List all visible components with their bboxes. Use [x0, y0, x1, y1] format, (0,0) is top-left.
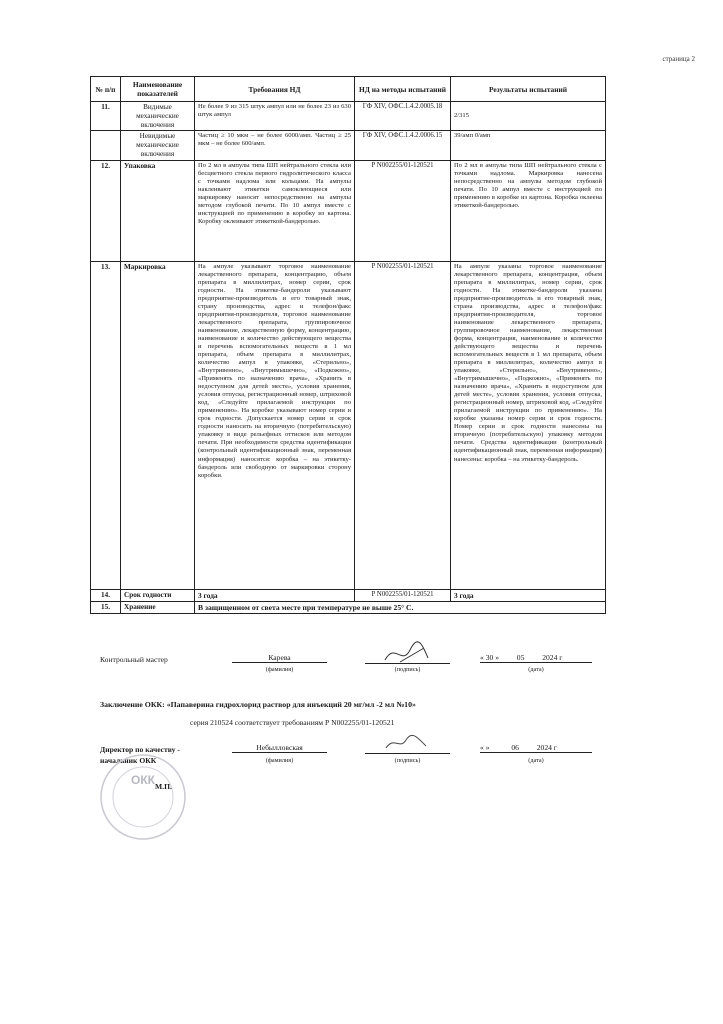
master-date-day: « 30 » — [480, 653, 499, 662]
conclusion-line2: серия 210524 соответствует требованиям Р N002255/01-120521 — [190, 718, 395, 727]
table-header-row — [91, 77, 606, 102]
master-surname-caption: (фамилия) — [265, 666, 294, 673]
row-num: 13. — [91, 261, 121, 589]
company-stamp — [98, 752, 188, 842]
row-num: 12. — [91, 160, 121, 261]
master-date-caption: (дата) — [528, 666, 544, 673]
master-signature-caption: (подпись) — [394, 666, 421, 673]
director-date-caption: (дата) — [528, 757, 544, 764]
director-date-day: « » — [480, 743, 490, 752]
master-date — [480, 653, 592, 663]
header-test-methods: НД на методы испытаний — [355, 77, 451, 102]
table-row — [91, 160, 606, 261]
row-test-method: Р N002255/01-120521 — [355, 261, 451, 589]
director-date-month: 06 — [511, 743, 519, 752]
director-signature-caption: (подпись) — [394, 757, 421, 764]
row-name: Видимые механические включения — [121, 102, 195, 131]
row-result: 2/315 — [451, 102, 606, 131]
stamp-place-label: М.П. — [155, 782, 172, 791]
row-result: По 2 мл в ампулы типа ШП нейтрального стекла с точками надлома. Маркировка нанесена непосредственно на ампулы методом глубокой печати. По 10 ампул вместе с инструкцией по применению в коробке из картона. Коробка оклеена этикеткой-бандеролью. — [451, 160, 606, 261]
storage-requirement: В защищенном от света месте при температуре не выше 25° С. — [195, 601, 606, 613]
row-test-method: Р N002255/01-120521 — [355, 589, 451, 601]
master-date-month: 05 — [516, 653, 525, 662]
row-requirement: 3 года — [195, 589, 355, 601]
table-row-storage — [91, 601, 606, 613]
header-name: Наименование показателей — [121, 77, 195, 102]
table-row — [91, 261, 606, 589]
director-surname: Небылловская — [232, 743, 327, 753]
row-requirement: На ампуле указывают торговое наименование лекарственного препарата, концентрацию, объем препарата в миллилитрах, номер серии, срок годности. На этикетке-бандероли указывают предприятие-производитель и его товарный знак, страну производства, адрес и телефон/факс предприятия-производителя, торговое наименование лекарственного препарата, группировочное наименование, лекарственную форму, концентрацию, наименование и количество действующего вещества и перечень вспомогательных веществ в 1 мл препарата, объем препарата в миллилитрах, количество ампул в упаковке, «Стерильно», «Внутривенно», «Внутримышечно», «Подкожно», «Применять по назначению врача», «Хранить в недоступном для детей месте», условия хранения, условия отпуска, регистрационный номер, штриховой код, «Следуйте прилагаемой инструкции по применению». На коробке указывают номер серии и срок годности. Допускается номер серии и срок годности наносить на вторичную (потребительскую) упаковку в виде рельефных оттисков или методом печати. При необходимости средства идентификации (контрольный идентификационный знак, переменная информация) наносятся: коробка – на этикетку-бандероль или свободную от маркировки сторону коробки. — [195, 261, 355, 589]
director-surname-caption: (фамилия) — [265, 757, 294, 764]
table-row — [91, 131, 606, 160]
row-test-method: Р N002255/01-120521 — [355, 160, 451, 261]
table-row — [91, 102, 606, 131]
row-name: Хранение — [121, 601, 195, 613]
director-date-year: 2024 г — [536, 743, 557, 752]
table-row — [91, 589, 606, 601]
row-num: 15. — [91, 601, 121, 613]
svg-text:ОКК: ОКК — [131, 773, 155, 787]
master-surname: Карева — [232, 653, 327, 663]
header-results: Результаты испытаний — [451, 77, 606, 102]
row-result: 3 года — [451, 589, 606, 601]
row-requirement: Не более 9 из 315 штук ампул или не более 23 из 630 штук ампул — [195, 102, 355, 131]
director-label-line2: начальник ОКК — [100, 756, 157, 765]
master-date-year: 2024 г — [542, 653, 563, 662]
row-test-method: ГФ XIV, ОФС.1.4.2.0005.18 — [355, 102, 451, 131]
row-name: Невидимые механические включения — [121, 131, 195, 160]
director-date — [480, 743, 592, 753]
header-num: № п/п — [91, 77, 121, 102]
row-requirement: По 2 мл в ампулы типа ШП нейтрального стекла или бесцветного стекла первого гидролитического класса с точками надлома или кольцами. На ампулы наклеивают этикетки самоклеющиеся или маркировку наносят непосредственно на ампулы методом глубокой печати. По 10 ампул вместе с инструкцией по применению в коробку из картона. Коробку оклеивают этикеткой-бандеролью. — [195, 160, 355, 261]
row-name: Упаковка — [121, 160, 195, 261]
row-num: 11. — [91, 102, 121, 131]
row-num: 14. — [91, 589, 121, 601]
header-requirements: Требования НД — [195, 77, 355, 102]
row-num — [91, 131, 121, 160]
master-signature — [380, 640, 440, 668]
row-name: Срок годности — [121, 589, 195, 601]
master-label: Контрольный мастер — [100, 655, 168, 664]
row-result: На ампуле указаны торговое наименование лекарственного препарата, концентрация, объем препарата в миллилитрах, номер серии, срок годности. На этикетке-бандероли указаны предприятие-производитель и его товарный знак, страна производства, адрес и телефон/факс предприятия-производителя, торговое наименование лекарственного препарата, группировочное наименование, лекарственная форма, концентрация, наименование и количество действующего вещества и перечень вспомогательных веществ в 1 мл препарата, объем препарата в миллилитрах, количество ампул в упаковке, «Стерильно», «Внутривенно», «Внутримышечно», «Подкожно», «Применять по назначению врача», «Хранить в недоступном для детей месте», условия хранения, условия отпуска, регистрационный номер, штриховой код, «Следуйте прилагаемой инструкции по применению». На коробке указаны номер серии и срок годности. Номер серии и срок годности нанесены на вторичную (потребительскую) упаковку методом печати. Средства идентификации (контрольный идентификационный знак, переменная информация) нанесены: коробка – на этикетку-бандероль. — [451, 261, 606, 589]
row-requirement: Частиц ≥ 10 мкм – не более 6000/амп. Частиц ≥ 25 мкм – не более 600/амп. — [195, 131, 355, 160]
conclusion-line1: Заключение ОКК: «Папаверина гидрохлорид раствор для инъекций 20 мг/мл -2 мл №10» — [100, 700, 416, 709]
results-table — [90, 76, 606, 614]
page-number: страница 2 — [662, 55, 695, 63]
row-name: Маркировка — [121, 261, 195, 589]
director-label-line1: Директор по качеству - — [100, 745, 180, 754]
row-test-method: ГФ XIV, ОФС.1.4.2.0006.15 — [355, 131, 451, 160]
director-signature — [382, 732, 432, 754]
row-result: 39/амп 0/амп — [451, 131, 606, 160]
